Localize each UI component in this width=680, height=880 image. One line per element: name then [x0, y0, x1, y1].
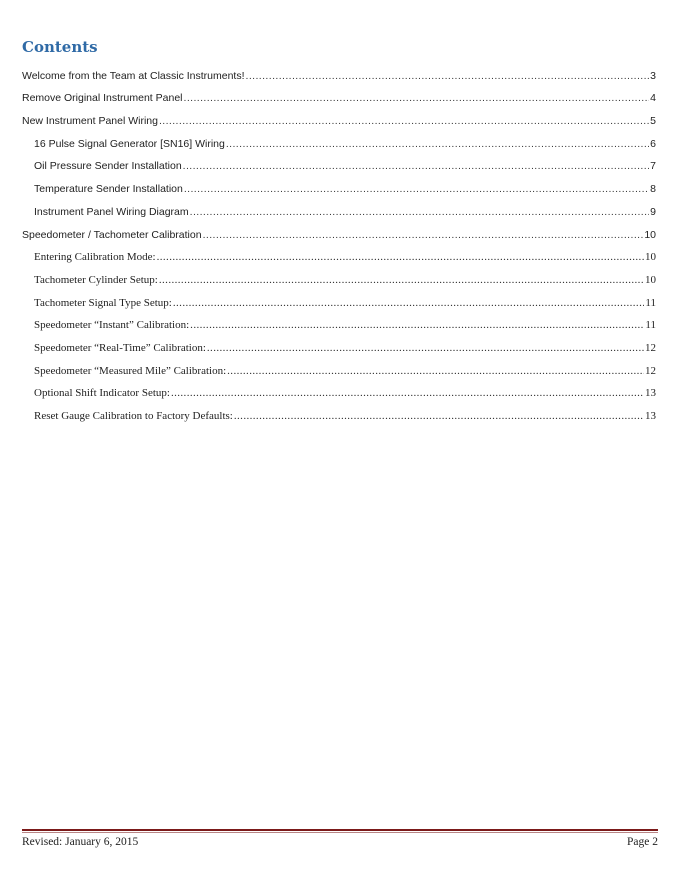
toc-entry[interactable] [22, 83, 656, 106]
toc-entry-label[interactable]: Temperature Sender Installation [34, 183, 183, 196]
toc-entry-page[interactable]: 3 [650, 69, 656, 82]
toc-entry-page[interactable]: 13 [645, 410, 656, 422]
toc-entry-page[interactable]: 9 [650, 205, 656, 218]
toc-dot-leader [159, 273, 644, 287]
toc-entry[interactable] [22, 355, 656, 378]
toc-entry-page[interactable]: 12 [645, 364, 656, 377]
toc-dot-leader [183, 159, 650, 173]
toc-entry-label[interactable]: Welcome from the Team at Classic Instruments! [22, 69, 245, 82]
footer-divider-thin [22, 832, 658, 833]
toc-entry[interactable] [22, 128, 656, 151]
toc-entry[interactable] [22, 219, 656, 242]
toc-entry-label[interactable]: Tachometer Signal Type Setup: [34, 296, 172, 309]
toc-entry[interactable] [22, 332, 656, 355]
toc-dot-leader [246, 69, 650, 83]
toc-entry-page[interactable]: 12 [645, 341, 656, 354]
page-footer [22, 836, 658, 848]
toc-entry-label[interactable]: Optional Shift Indicator Setup: [34, 387, 170, 400]
toc-entry-page[interactable]: 10 [645, 251, 656, 264]
toc-entry[interactable] [22, 242, 656, 265]
toc-entry[interactable] [22, 310, 656, 333]
toc-entry-label[interactable]: Speedometer “Instant” Calibration: [34, 319, 190, 332]
toc-entry[interactable] [22, 287, 656, 310]
toc-dot-leader [207, 341, 644, 355]
toc-entry-page[interactable]: 10 [645, 273, 656, 286]
toc-dot-leader [226, 137, 649, 151]
toc-entry[interactable] [22, 264, 656, 287]
toc-entry-page[interactable]: 10 [644, 228, 656, 241]
toc-entry-page[interactable]: 11 [645, 319, 656, 332]
toc-entry[interactable] [22, 105, 656, 128]
toc-entry-label[interactable]: Remove Original Instrument Panel [22, 92, 183, 105]
toc-entry[interactable] [22, 151, 656, 174]
toc-dot-leader [190, 318, 644, 332]
toc-dot-leader [171, 386, 644, 400]
toc-entry-label[interactable]: Speedometer “Real-Time” Calibration: [34, 341, 206, 354]
toc-dot-leader [184, 182, 649, 196]
toc-entry-label[interactable]: Oil Pressure Sender Installation [34, 160, 182, 173]
toc-dot-leader [190, 205, 650, 219]
toc-entry-page[interactable]: 13 [645, 387, 656, 400]
toc-entry[interactable] [22, 60, 656, 83]
toc-entry-page[interactable]: 6 [650, 137, 656, 150]
toc-entry[interactable] [22, 196, 656, 219]
toc-entry[interactable] [22, 378, 656, 401]
toc-entry-label[interactable]: Speedometer “Measured Mile” Calibration: [34, 364, 227, 377]
toc-dot-leader [159, 114, 649, 128]
toc-dot-leader [184, 91, 650, 105]
toc-entry-page[interactable]: 7 [650, 160, 656, 173]
toc-entry-label[interactable]: Reset Gauge Calibration to Factory Defaults: [34, 410, 233, 422]
toc-dot-leader [173, 296, 645, 310]
table-of-contents [22, 60, 656, 423]
toc-entry-page[interactable]: 4 [650, 92, 656, 105]
toc-entry-label[interactable]: Tachometer Cylinder Setup: [34, 273, 158, 286]
toc-dot-leader [234, 409, 644, 423]
toc-entry-label[interactable]: New Instrument Panel Wiring [22, 115, 158, 128]
toc-entry[interactable] [22, 173, 656, 196]
revision-date: Revised: January 6, 2015 [22, 836, 139, 848]
page-number: Page 2 [627, 836, 658, 848]
toc-entry-page[interactable]: 11 [645, 296, 656, 309]
footer-divider [22, 829, 658, 831]
toc-entry[interactable] [22, 400, 656, 423]
toc-entry-label[interactable]: Entering Calibration Mode: [34, 251, 156, 264]
toc-dot-leader [203, 228, 644, 242]
toc-entry-label[interactable]: 16 Pulse Signal Generator [SN16] Wiring [34, 137, 225, 150]
page-title: Contents [22, 38, 98, 56]
toc-entry-label[interactable]: Speedometer / Tachometer Calibration [22, 228, 202, 241]
toc-entry-page[interactable]: 8 [650, 183, 656, 196]
toc-dot-leader [227, 364, 644, 378]
toc-entry-label[interactable]: Instrument Panel Wiring Diagram [34, 205, 189, 218]
toc-dot-leader [157, 250, 644, 264]
toc-entry-page[interactable]: 5 [650, 115, 656, 128]
